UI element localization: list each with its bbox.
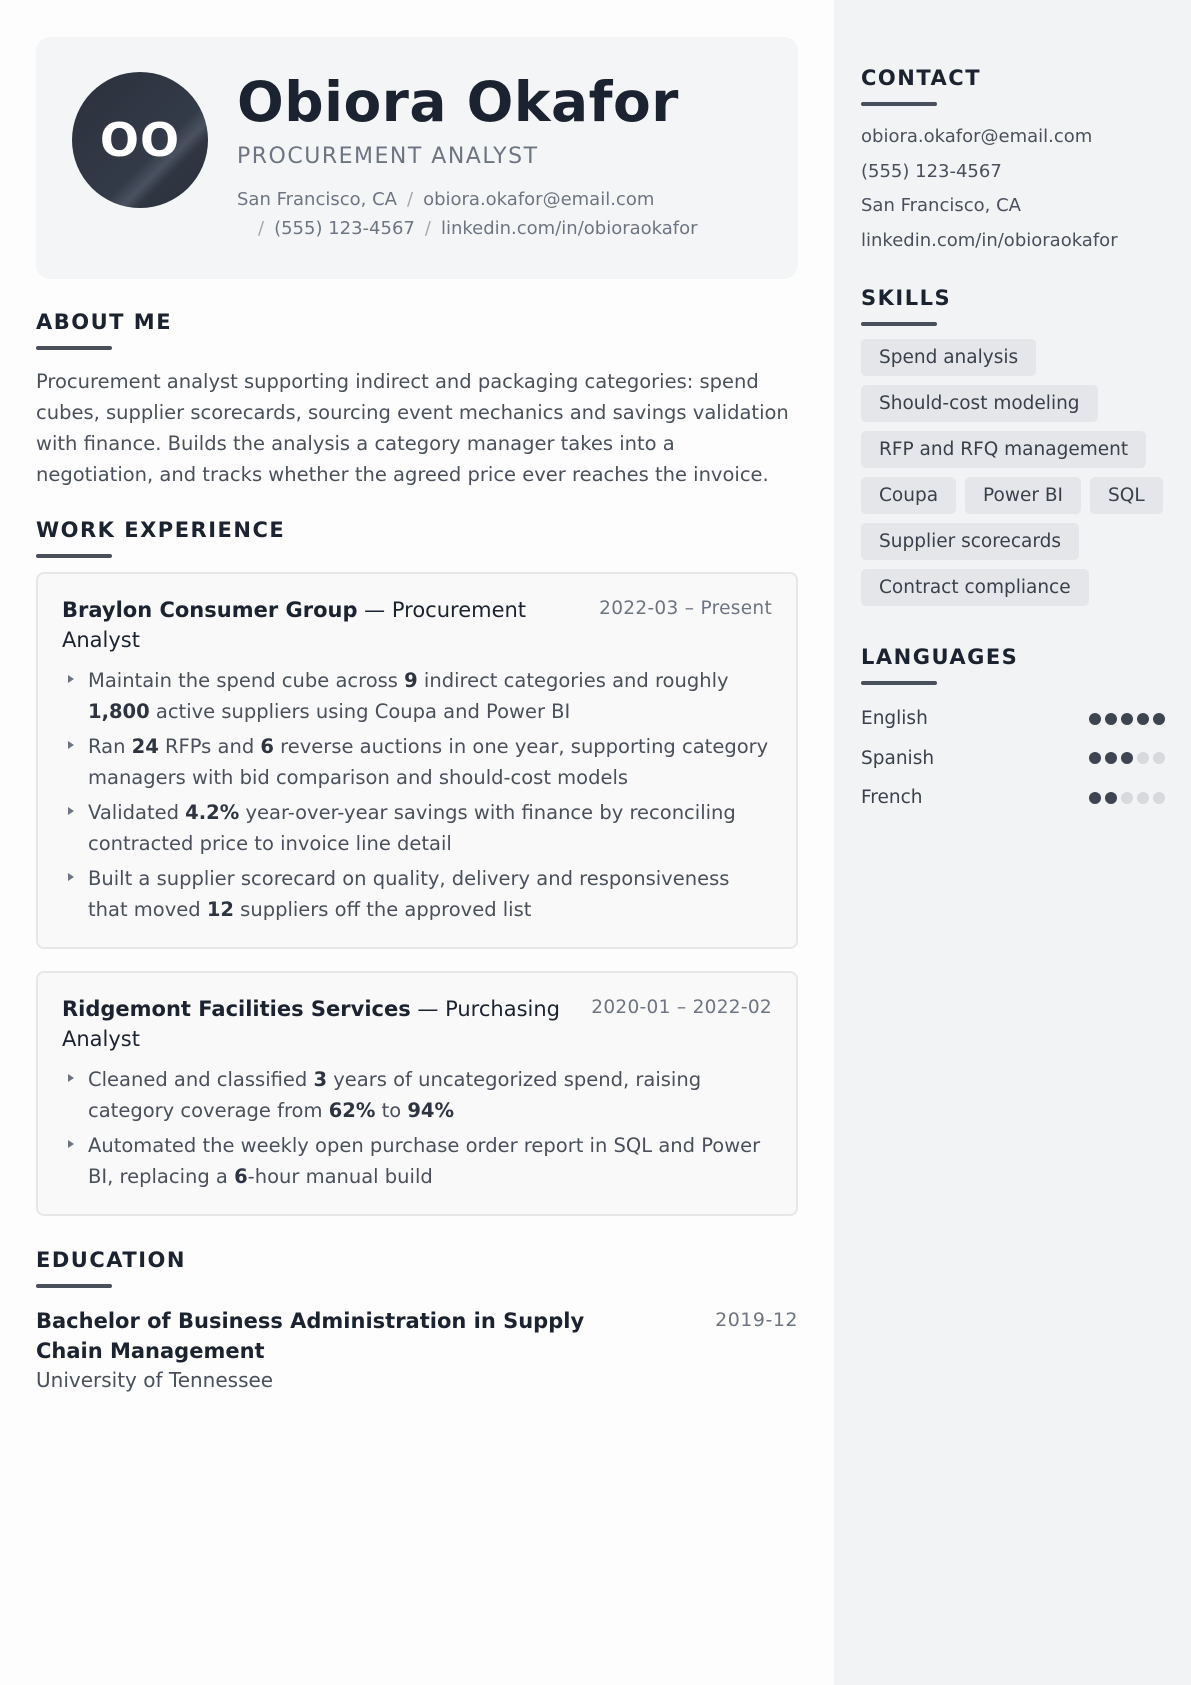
about-text: Procurement analyst supporting indirect and packaging categories: spend cubes, supplier scorecards, sourcing event mechanics and savings validation with finance. Builds the analysis a category manager takes into a negotiation, and tracks whether the agreed price ever reaches the invoice. xyxy=(36,370,789,486)
separator: / xyxy=(406,189,414,210)
filled-dot-icon xyxy=(1105,713,1117,725)
bullet-text: Ran xyxy=(88,735,132,758)
language-name: French xyxy=(861,787,923,809)
job-title: PROCUREMENT ANALYST xyxy=(237,144,539,169)
contact-linkedin[interactable]: linkedin.com/in/obioraokafor xyxy=(861,229,1118,251)
degree: Bachelor of Business Administration in Supply Chain Management xyxy=(36,1309,585,1363)
filled-dot-icon xyxy=(1137,713,1149,725)
empty-dot-icon xyxy=(1153,752,1165,764)
job-heading xyxy=(62,994,572,1054)
job-heading xyxy=(62,595,572,655)
bullet-item xyxy=(62,1064,772,1126)
separator: / xyxy=(424,218,431,239)
work-heading: WORK EXPERIENCE xyxy=(36,518,286,542)
bullet-text: years of uncategorized spend, raising category coverage from xyxy=(88,1068,702,1122)
bullet-text: RFPs and xyxy=(158,735,261,758)
bullet-metric: 12 xyxy=(206,898,234,921)
bullet-list xyxy=(62,1064,772,1192)
section-rule xyxy=(861,681,937,685)
bullet-text: suppliers off the approved list xyxy=(233,898,532,921)
section-rule xyxy=(861,322,937,326)
section-rule xyxy=(36,346,112,350)
language-name: English xyxy=(861,708,928,730)
education-entry xyxy=(36,1306,798,1366)
main-column xyxy=(36,37,798,1392)
section-rule xyxy=(861,102,937,106)
skill-chip: Spend analysis xyxy=(861,339,1036,376)
section-rule xyxy=(36,554,112,558)
separator: / xyxy=(258,218,265,239)
contact-location: San Francisco, CA xyxy=(861,195,1021,216)
bullet-text: indirect categories and roughly xyxy=(417,669,729,692)
bullet-text: year-over-year savings with finance by reconciling contracted price to invoice line detail xyxy=(88,801,736,855)
bullet-text: Cleaned and classified xyxy=(88,1068,314,1091)
contact-heading: CONTACT xyxy=(861,66,982,90)
skill-chip: Power BI xyxy=(965,477,1081,514)
job-card xyxy=(36,971,798,1216)
company-name: Braylon Consumer Group xyxy=(62,598,358,622)
bullet-metric: 4.2% xyxy=(185,801,240,824)
skill-chip: Contract compliance xyxy=(861,569,1089,606)
bullet-list xyxy=(62,665,772,925)
bullet-item xyxy=(62,797,772,859)
bullet-metric: 9 xyxy=(404,669,418,692)
education-heading: EDUCATION xyxy=(36,1248,186,1272)
bullet-item xyxy=(62,1130,772,1192)
company-name: Ridgemont Facilities Services xyxy=(62,997,411,1021)
contact-email[interactable]: obiora.okafor@email.com xyxy=(861,126,1093,147)
bullet-metric: 62% xyxy=(328,1099,376,1122)
header-phone[interactable]: (555) 123-4567 xyxy=(274,218,415,239)
filled-dot-icon xyxy=(1121,713,1133,725)
proficiency-dots xyxy=(1089,752,1165,764)
bullet-text: to xyxy=(375,1099,408,1122)
header-location: San Francisco, CA xyxy=(237,189,397,210)
candidate-name: Obiora Okafor xyxy=(237,70,679,134)
job-card xyxy=(36,572,798,949)
proficiency-dots xyxy=(1089,713,1165,725)
header-contact-line-1 xyxy=(237,189,654,210)
language-row xyxy=(861,739,1165,779)
bullet-item xyxy=(62,731,772,793)
empty-dot-icon xyxy=(1137,792,1149,804)
bullet-metric: 6 xyxy=(234,1165,248,1188)
header-contact-line-2 xyxy=(248,218,698,239)
skill-chip: Supplier scorecards xyxy=(861,523,1079,560)
job-header xyxy=(62,994,772,1054)
bullet-text: active suppliers using Coupa and Power BI xyxy=(149,700,571,723)
job-dates: 2020-01 – 2022-02 xyxy=(591,997,772,1018)
proficiency-dots xyxy=(1089,792,1165,804)
bullet-text: Automated the weekly open purchase order report in SQL and Power BI, replacing a xyxy=(88,1134,761,1188)
contact-list xyxy=(861,120,1165,258)
job-header xyxy=(62,595,772,655)
languages-list xyxy=(861,699,1165,818)
avatar: OO xyxy=(72,72,208,208)
section-rule xyxy=(36,1284,112,1288)
filled-dot-icon xyxy=(1089,792,1101,804)
bullet-metric: 94% xyxy=(407,1099,455,1122)
bullet-text: Validated xyxy=(88,801,186,824)
language-name: Spanish xyxy=(861,747,935,769)
skill-chip: SQL xyxy=(1090,477,1163,514)
empty-dot-icon xyxy=(1153,792,1165,804)
filled-dot-icon xyxy=(1121,752,1133,764)
bullet-text: -hour manual build xyxy=(247,1165,433,1188)
contact-phone[interactable]: (555) 123-4567 xyxy=(861,160,1002,182)
filled-dot-icon xyxy=(1153,713,1165,725)
job-role: — Purchasing Analyst xyxy=(62,997,560,1051)
header-card xyxy=(36,37,798,279)
bullet-metric: 24 xyxy=(131,735,159,758)
bullet-text: reverse auctions in one year, supporting category managers with bid comparison and should-cost models xyxy=(88,735,769,789)
job-role: — Procurement Analyst xyxy=(62,598,527,652)
filled-dot-icon xyxy=(1105,752,1117,764)
school: University of Tennessee xyxy=(36,1368,274,1392)
filled-dot-icon xyxy=(1089,713,1101,725)
skill-chip: Coupa xyxy=(861,477,956,514)
bullet-item xyxy=(62,665,772,727)
language-row xyxy=(861,778,1165,818)
bullet-metric: 1,800 xyxy=(88,700,150,723)
job-list xyxy=(36,572,798,1216)
job-dates: 2022-03 – Present xyxy=(599,598,772,619)
filled-dot-icon xyxy=(1089,752,1101,764)
bullet-text: Maintain the spend cube across xyxy=(88,669,405,692)
education-date: 2019-12 xyxy=(715,1309,798,1331)
sidebar xyxy=(834,0,1191,1685)
skills-heading: SKILLS xyxy=(861,286,952,310)
empty-dot-icon xyxy=(1137,752,1149,764)
skills-list xyxy=(861,339,1166,606)
about-heading: ABOUT ME xyxy=(36,310,173,334)
header-email[interactable]: obiora.okafor@email.com xyxy=(423,189,655,210)
empty-dot-icon xyxy=(1121,792,1133,804)
bullet-metric: 6 xyxy=(260,735,274,758)
bullet-metric: 3 xyxy=(313,1068,328,1091)
bullet-item xyxy=(62,863,772,925)
bullet-text: Built a supplier scorecard on quality, delivery and responsiveness that moved xyxy=(88,867,730,921)
skill-chip: Should-cost modeling xyxy=(861,385,1098,422)
language-row xyxy=(861,699,1165,739)
filled-dot-icon xyxy=(1105,792,1117,804)
skill-chip: RFP and RFQ management xyxy=(861,431,1146,468)
languages-heading: LANGUAGES xyxy=(861,645,1019,669)
header-linkedin[interactable]: linkedin.com/in/obioraokafor xyxy=(440,218,698,239)
